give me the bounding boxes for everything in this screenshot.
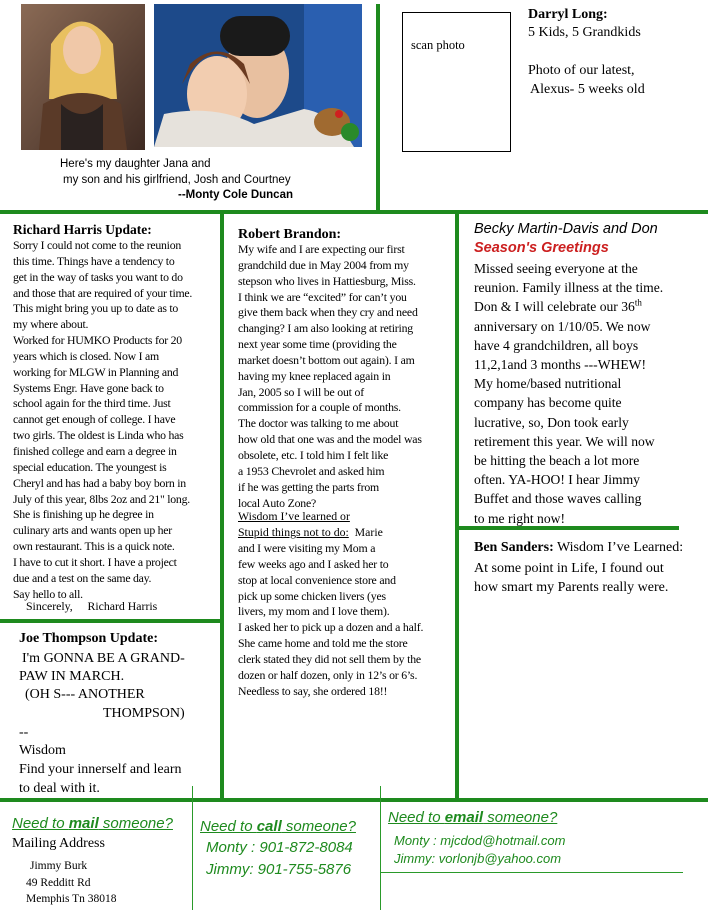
darryl-line1: 5 Kids, 5 Grandkids bbox=[528, 25, 641, 40]
mail-heading-pre: Need to bbox=[12, 815, 69, 832]
joe-line8: to deal with it. bbox=[19, 781, 100, 796]
ben-body: At some point in Life, I found out how smart my Parents really were. bbox=[474, 561, 669, 595]
mail-heading-text bbox=[12, 815, 173, 832]
joe-line7: Find your innerself and learn bbox=[19, 762, 182, 777]
becky-title: Becky Martin-Davis and Don bbox=[474, 221, 658, 237]
darryl-line2: Photo of our latest, bbox=[528, 63, 635, 78]
call-line2: Jimmy: 901-755-5876 bbox=[206, 861, 352, 878]
ben-line1-row bbox=[474, 540, 683, 556]
mail-street: 49 Redditt Rd bbox=[26, 877, 91, 889]
robert-body: My wife and I are expecting our first grandchild due in May 2004 from my stepson who lives in Hattiesburg, Miss. I think we are “excited” for can’t you give them back when they cry and need changing? I am also looking at retiring next year some time (providing the market doesn’t bottom out again). I am having my knee replaced again in Jan, 2005 so I will be out of commission for a couple of months. The doctor was talking to me about how old that one was and the model was obsolete, etc. I told him I felt like a 1953 Chevrolet and asked him if he was getting the parts from local Auto Zone? bbox=[238, 242, 422, 510]
joe-title: Joe Thompson Update: bbox=[19, 631, 158, 646]
email-heading-bold: email bbox=[444, 809, 484, 826]
darryl-name: Darryl Long: bbox=[528, 7, 608, 22]
divider-thin-email bbox=[380, 786, 381, 910]
joe-line5: -- bbox=[19, 725, 29, 740]
email-line1: Monty : mjcdod@hotmail.com bbox=[394, 833, 566, 848]
photo-caption-line2: my son and his girlfriend, Josh and Courtney bbox=[63, 174, 291, 186]
call-heading bbox=[200, 818, 356, 835]
richard-body: Sorry I could not come to the reunion this time. Things have a tendency to get in the way of tasks you want to do and those that are required of your time. This might bring you up to date as to my where about. Worked for HUMKO Products for 20 years which is closed. Now I am working for MLGW in Planning and Systems Engr. Have gone back to school again for the third time. Just cannot get enough of college. I have two girls. The oldest is Linda who has finished college and earn a degree in special education. The youngest is Cheryl and has had a baby boy born in July of this year, 8lbs 2oz and 21" long. She is finishing up he degree in culinary arts and wants open up her own restaurant. This is a quick note. I have to cut it short. I have a project due and a test on the same day. Say hello to all. bbox=[13, 238, 193, 601]
couple-photo-image bbox=[154, 4, 362, 147]
ben-name: Ben Sanders: bbox=[474, 540, 554, 555]
email-heading bbox=[388, 809, 557, 826]
joe-line2: PAW IN MARCH. bbox=[19, 669, 125, 684]
call-heading-text bbox=[200, 818, 356, 835]
photo-signature: --Monty Cole Duncan bbox=[178, 189, 293, 201]
mail-label: Mailing Address bbox=[12, 836, 105, 851]
robert-wisdom-line1: Wisdom I’ve learned or bbox=[238, 509, 350, 523]
richard-signoff: Sincerely, Richard Harris bbox=[26, 599, 158, 613]
scan-photo-placeholder bbox=[402, 12, 511, 152]
robert-title: Robert Brandon: bbox=[238, 227, 342, 242]
becky-body bbox=[474, 259, 710, 528]
scan-photo-label: scan photo bbox=[411, 38, 465, 52]
joe-line3: (OH S--- ANOTHER bbox=[25, 687, 145, 702]
becky-sup: th bbox=[634, 297, 642, 308]
mail-name: Jimmy Burk bbox=[30, 860, 88, 872]
photo-caption-line1: Here's my daughter Jana and bbox=[60, 158, 211, 170]
divider-horizontal-joe bbox=[0, 619, 222, 623]
divider-vertical-top bbox=[376, 4, 380, 212]
mail-heading-bold: mail bbox=[68, 815, 99, 832]
divider-horizontal-lower bbox=[0, 798, 708, 802]
divider-thin-mail bbox=[192, 786, 193, 910]
call-heading-bold: call bbox=[256, 818, 282, 835]
email-heading-text bbox=[388, 809, 557, 826]
email-heading-pre: Need to bbox=[388, 809, 445, 826]
divider-horizontal-upper bbox=[0, 210, 708, 214]
call-line1: Monty : 901-872-8084 bbox=[206, 839, 353, 856]
joe-line4: THOMPSON) bbox=[103, 706, 185, 721]
jana-portrait-image bbox=[21, 4, 145, 150]
becky-subtitle: Season's Greetings bbox=[474, 240, 609, 256]
robert-body2-start: Marie bbox=[348, 525, 383, 539]
richard-title: Richard Harris Update: bbox=[13, 222, 152, 237]
email-heading-post: someone? bbox=[483, 809, 558, 826]
photo-josh-courtney bbox=[154, 4, 362, 147]
call-heading-post: someone? bbox=[281, 818, 356, 835]
email-line2: Jimmy: vorlonjb@yahoo.com bbox=[394, 851, 562, 866]
joe-line1: I'm GONNA BE A GRAND- bbox=[22, 651, 185, 666]
mail-heading-post: someone? bbox=[98, 815, 173, 832]
robert-body2: and I were visiting my Mom a few weeks ago and I asked her to stop at local convenience store and pick up some chicken livers (yes livers, my mom and I love them). I asked her to pick up a dozen and a half. She came home and told me the store clerk stated they did not sell them by the dozen or half dozen, only in 12’s or 6’s. Needless to say, she ordered 18!! bbox=[238, 541, 424, 698]
joe-line6: Wisdom bbox=[19, 743, 66, 758]
becky-body-b: anniversary on 1/10/05. We now have 4 grandchildren, all boys 11,2,1and 3 months ---WHEW! My home/based nutritional company has become quite lucrative, so, Don took early retirement this year. We will now be hitting the beach a lot more often. YA-HOO! I hear Jimmy Buffet and those waves calling to me right now! bbox=[474, 318, 655, 526]
call-heading-pre: Need to bbox=[200, 818, 257, 835]
mail-heading bbox=[12, 815, 173, 832]
robert-wisdom-line2-row bbox=[238, 525, 383, 540]
mail-city: Memphis Tn 38018 bbox=[26, 893, 117, 905]
divider-thin-email-bottom bbox=[381, 872, 683, 873]
robert-wisdom-line2: Stupid things not to do: bbox=[238, 525, 349, 539]
ben-line1: Wisdom I’ve Learned: bbox=[553, 540, 684, 555]
photo-jana bbox=[21, 4, 145, 150]
darryl-line3: Alexus- 5 weeks old bbox=[530, 82, 645, 97]
becky-body-a: Missed seeing everyone at the reunion. Family illness at the time. Don & I will celebrate our 36 bbox=[474, 261, 664, 315]
